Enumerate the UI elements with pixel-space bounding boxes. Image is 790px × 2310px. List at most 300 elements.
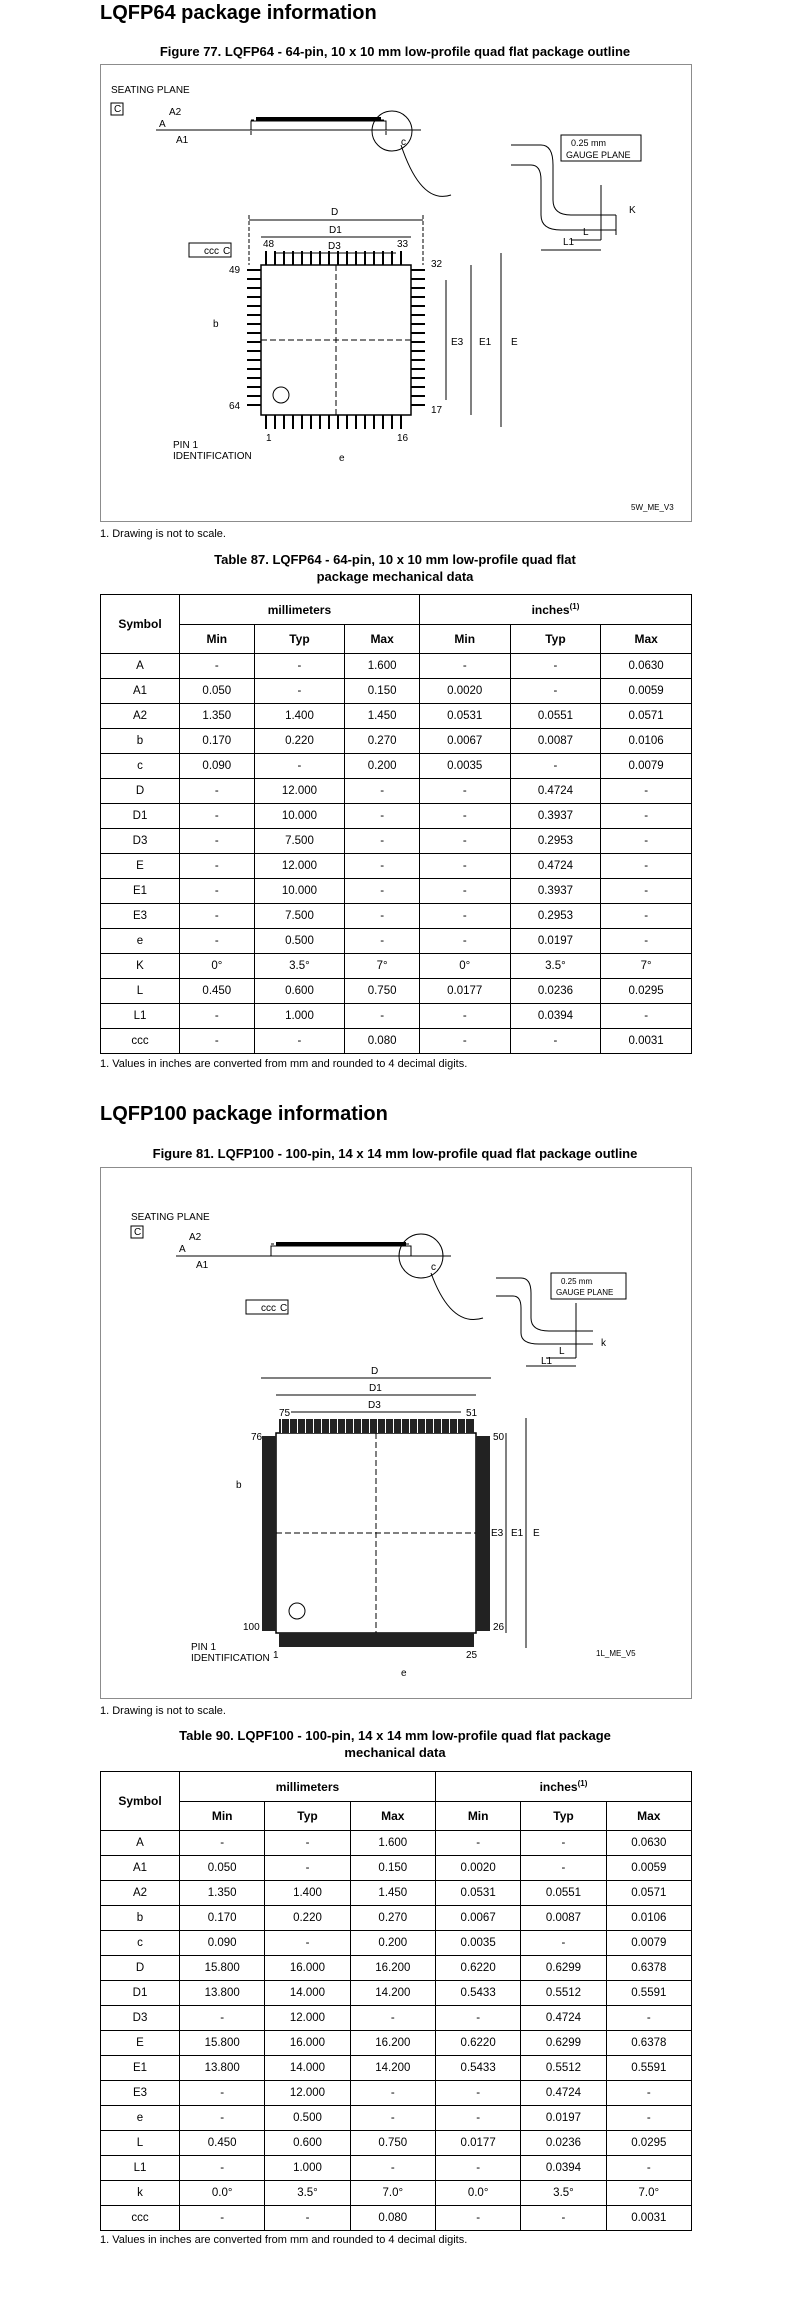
table-row bbox=[101, 879, 692, 904]
value-cell: 0.0031 bbox=[606, 2206, 691, 2231]
symbol-cell: b bbox=[101, 729, 180, 754]
value-cell: - bbox=[265, 1831, 350, 1856]
value-cell: 0.0020 bbox=[419, 679, 510, 704]
value-cell: 0.0236 bbox=[510, 979, 601, 1004]
dim-l1-label-2: L1 bbox=[541, 1356, 553, 1367]
value-cell: - bbox=[350, 2106, 435, 2131]
value-cell: 0° bbox=[419, 954, 510, 979]
table-row bbox=[101, 2131, 692, 2156]
value-cell: 0.200 bbox=[350, 1931, 435, 1956]
value-cell: 12.000 bbox=[265, 2081, 350, 2106]
value-cell: 0.5512 bbox=[521, 1981, 606, 2006]
value-cell: - bbox=[419, 654, 510, 679]
header-mm-min-2: Min bbox=[180, 1802, 265, 1831]
dim-l-label-2: L bbox=[559, 1346, 565, 1357]
table-row bbox=[101, 2106, 692, 2131]
value-cell: - bbox=[345, 1004, 420, 1029]
value-cell: - bbox=[606, 2006, 691, 2031]
value-cell: 0.2953 bbox=[510, 829, 601, 854]
seating-c-box-2: C bbox=[134, 1227, 142, 1238]
symbol-cell: A bbox=[101, 1831, 180, 1856]
value-cell: - bbox=[601, 829, 692, 854]
value-cell: 1.400 bbox=[254, 704, 345, 729]
table-90-title-line2: mechanical data bbox=[344, 1745, 446, 1760]
table-row bbox=[101, 1029, 692, 1054]
value-cell: 0.6299 bbox=[521, 2031, 606, 2056]
value-cell: 0.5591 bbox=[606, 2056, 691, 2081]
value-cell: - bbox=[180, 2156, 265, 2181]
value-cell: - bbox=[350, 2006, 435, 2031]
pin-33-label: 33 bbox=[397, 239, 409, 250]
value-cell: 0.750 bbox=[345, 979, 420, 1004]
symbol-cell: L bbox=[101, 2131, 180, 2156]
drawing-ref-code-2: 1L_ME_V5 bbox=[596, 1649, 636, 1658]
table-87-note: 1. Values in inches are converted from mm and rounded to 4 decimal digits. bbox=[100, 1058, 468, 1070]
dim-b-label: b bbox=[213, 319, 219, 330]
value-cell: 0.450 bbox=[180, 979, 255, 1004]
value-cell: 15.800 bbox=[180, 1956, 265, 1981]
symbol-cell: A bbox=[101, 654, 180, 679]
symbol-cell: D1 bbox=[101, 1981, 180, 2006]
value-cell: 0.3937 bbox=[510, 879, 601, 904]
table-row bbox=[101, 2181, 692, 2206]
pin-64-label: 64 bbox=[229, 401, 241, 412]
table-87-title-line1: Table 87. LQFP64 - 64-pin, 10 x 10 mm low-profile quad flat bbox=[214, 552, 576, 567]
value-cell: 0.0059 bbox=[606, 1856, 691, 1881]
value-cell: - bbox=[254, 679, 345, 704]
table-row bbox=[101, 1931, 692, 1956]
header-mm-min: Min bbox=[180, 625, 255, 654]
value-cell: - bbox=[180, 829, 255, 854]
symbol-cell: e bbox=[101, 929, 180, 954]
value-cell: 0.0° bbox=[180, 2181, 265, 2206]
symbol-cell: A1 bbox=[101, 1856, 180, 1881]
pin-17-label: 17 bbox=[431, 405, 443, 416]
pin-1-label: 1 bbox=[266, 433, 272, 444]
value-cell: - bbox=[419, 854, 510, 879]
dim-d3-label-2: D3 bbox=[368, 1400, 381, 1411]
table-row bbox=[101, 904, 692, 929]
value-cell: 0.750 bbox=[350, 2131, 435, 2156]
dim-e-pitch-label-2: e bbox=[401, 1668, 407, 1679]
section-title-lqfp64: LQFP64 package information bbox=[100, 2, 377, 24]
value-cell: - bbox=[601, 1004, 692, 1029]
symbol-cell: A1 bbox=[101, 679, 180, 704]
table-row bbox=[101, 654, 692, 679]
dim-e3-label-2: E3 bbox=[491, 1528, 504, 1539]
value-cell: 3.5° bbox=[510, 954, 601, 979]
symbol-cell: c bbox=[101, 754, 180, 779]
value-cell: - bbox=[521, 2206, 606, 2231]
value-cell: - bbox=[345, 904, 420, 929]
value-cell: 7.500 bbox=[254, 829, 345, 854]
value-cell: 0.500 bbox=[265, 2106, 350, 2131]
dim-e-label-2: E bbox=[533, 1528, 540, 1539]
value-cell: 0.0106 bbox=[606, 1906, 691, 1931]
value-cell: 0.0571 bbox=[601, 704, 692, 729]
dim-d1-label-2: D1 bbox=[369, 1383, 382, 1394]
value-cell: - bbox=[510, 1029, 601, 1054]
value-cell: 0.0630 bbox=[601, 654, 692, 679]
pin1-id-line2: IDENTIFICATION bbox=[173, 451, 252, 462]
value-cell: 0.080 bbox=[350, 2206, 435, 2231]
pin-32-label: 32 bbox=[431, 259, 443, 270]
value-cell: - bbox=[180, 904, 255, 929]
header-inches-footnote: (1) bbox=[569, 602, 580, 611]
value-cell: 15.800 bbox=[180, 2031, 265, 2056]
value-cell: 3.5° bbox=[521, 2181, 606, 2206]
value-cell: 0.0° bbox=[435, 2181, 520, 2206]
symbol-cell: c bbox=[101, 1931, 180, 1956]
table-row bbox=[101, 1956, 692, 1981]
value-cell: 7° bbox=[345, 954, 420, 979]
value-cell: - bbox=[419, 829, 510, 854]
value-cell: 0.600 bbox=[265, 2131, 350, 2156]
value-cell: - bbox=[180, 1029, 255, 1054]
value-cell: 14.000 bbox=[265, 2056, 350, 2081]
value-cell: 0.4724 bbox=[510, 854, 601, 879]
table-row bbox=[101, 854, 692, 879]
header-mm-max: Max bbox=[345, 625, 420, 654]
dim-a-label: A bbox=[159, 119, 166, 130]
value-cell: - bbox=[180, 2106, 265, 2131]
value-cell: - bbox=[601, 854, 692, 879]
header-inches-label-2: inches bbox=[539, 1780, 578, 1794]
value-cell: 0.270 bbox=[345, 729, 420, 754]
value-cell: 13.800 bbox=[180, 2056, 265, 2081]
value-cell: - bbox=[606, 2106, 691, 2131]
value-cell: - bbox=[435, 2006, 520, 2031]
value-cell: - bbox=[601, 929, 692, 954]
dim-a2-label-2: A2 bbox=[189, 1232, 202, 1243]
value-cell: - bbox=[601, 879, 692, 904]
value-cell: 0.0394 bbox=[510, 1004, 601, 1029]
value-cell: 0.0087 bbox=[510, 729, 601, 754]
table-87-body bbox=[101, 654, 692, 1054]
value-cell: - bbox=[606, 2156, 691, 2181]
value-cell: - bbox=[510, 679, 601, 704]
header-mm-typ: Typ bbox=[254, 625, 345, 654]
value-cell: 0.090 bbox=[180, 754, 255, 779]
dim-d-label: D bbox=[331, 207, 339, 218]
symbol-cell: D1 bbox=[101, 804, 180, 829]
value-cell: 0.0177 bbox=[435, 2131, 520, 2156]
value-cell: - bbox=[419, 904, 510, 929]
value-cell: 3.5° bbox=[254, 954, 345, 979]
value-cell: - bbox=[180, 854, 255, 879]
value-cell: - bbox=[521, 1931, 606, 1956]
pin-75-label: 75 bbox=[279, 1408, 291, 1419]
symbol-cell: A2 bbox=[101, 704, 180, 729]
value-cell: 0.0531 bbox=[435, 1881, 520, 1906]
value-cell: 1.600 bbox=[345, 654, 420, 679]
pin-50-label: 50 bbox=[493, 1432, 505, 1443]
value-cell: 0.4724 bbox=[510, 779, 601, 804]
table-row bbox=[101, 1004, 692, 1029]
header-in-min-2: Min bbox=[435, 1802, 520, 1831]
value-cell: 0.0197 bbox=[521, 2106, 606, 2131]
value-cell: 16.200 bbox=[350, 1956, 435, 1981]
figure-81-note: 1. Drawing is not to scale. bbox=[100, 1705, 226, 1717]
value-cell: - bbox=[435, 2156, 520, 2181]
lqfp64-outline-drawing bbox=[101, 65, 691, 521]
value-cell: 0.0059 bbox=[601, 679, 692, 704]
dim-c-label-2: c bbox=[431, 1262, 436, 1273]
ccc-label: ccc bbox=[204, 246, 219, 257]
value-cell: - bbox=[265, 2206, 350, 2231]
seating-plane-label-2: SEATING PLANE bbox=[131, 1212, 210, 1223]
symbol-cell: ccc bbox=[101, 1029, 180, 1054]
table-90-title-line1: Table 90. LQPF100 - 100-pin, 14 x 14 mm low-profile quad flat package bbox=[179, 1728, 611, 1743]
value-cell: 13.800 bbox=[180, 1981, 265, 2006]
value-cell: - bbox=[419, 929, 510, 954]
value-cell: 12.000 bbox=[265, 2006, 350, 2031]
value-cell: 0.3937 bbox=[510, 804, 601, 829]
pin-25-label: 25 bbox=[466, 1650, 478, 1661]
header-in-max: Max bbox=[601, 625, 692, 654]
value-cell: 0.0067 bbox=[419, 729, 510, 754]
table-87-title-line2: package mechanical data bbox=[316, 569, 474, 584]
value-cell: 0.0551 bbox=[521, 1881, 606, 1906]
value-cell: 0.500 bbox=[254, 929, 345, 954]
header-inches-label: inches bbox=[531, 603, 570, 617]
value-cell: 0.0035 bbox=[435, 1931, 520, 1956]
symbol-cell: D3 bbox=[101, 829, 180, 854]
value-cell: - bbox=[180, 804, 255, 829]
value-cell: - bbox=[601, 804, 692, 829]
table-row bbox=[101, 2006, 692, 2031]
table-row bbox=[101, 704, 692, 729]
header-in-max-2: Max bbox=[606, 1802, 691, 1831]
table-row bbox=[101, 2031, 692, 2056]
table-90 bbox=[100, 1771, 692, 2231]
seating-plane-label: SEATING PLANE bbox=[111, 85, 190, 96]
value-cell: 12.000 bbox=[254, 779, 345, 804]
ccc-label-2: ccc bbox=[261, 1303, 276, 1314]
value-cell: 0.0079 bbox=[601, 754, 692, 779]
symbol-cell: E1 bbox=[101, 2056, 180, 2081]
drawing-ref-code: 5W_ME_V3 bbox=[631, 503, 674, 512]
pin-16-label: 16 bbox=[397, 433, 409, 444]
value-cell: - bbox=[350, 2156, 435, 2181]
value-cell: - bbox=[265, 1856, 350, 1881]
value-cell: - bbox=[419, 1029, 510, 1054]
figure-77-note: 1. Drawing is not to scale. bbox=[100, 528, 226, 540]
value-cell: 1.000 bbox=[254, 1004, 345, 1029]
pin-76-label: 76 bbox=[251, 1432, 263, 1443]
symbol-cell: E1 bbox=[101, 879, 180, 904]
dim-b-label-2: b bbox=[236, 1480, 242, 1491]
symbol-cell: k bbox=[101, 2181, 180, 2206]
symbol-cell: ccc bbox=[101, 2206, 180, 2231]
value-cell: 1.400 bbox=[265, 1881, 350, 1906]
gauge-value: 0.25 mm bbox=[571, 138, 607, 148]
header-inches bbox=[419, 595, 691, 625]
value-cell: 0.270 bbox=[350, 1906, 435, 1931]
value-cell: - bbox=[180, 1831, 265, 1856]
symbol-cell: e bbox=[101, 2106, 180, 2131]
value-cell: 0.0067 bbox=[435, 1906, 520, 1931]
header-millimeters: millimeters bbox=[180, 595, 420, 625]
seating-c-box: C bbox=[114, 104, 122, 115]
value-cell: 7.0° bbox=[350, 2181, 435, 2206]
value-cell: - bbox=[435, 1831, 520, 1856]
value-cell: 1.000 bbox=[265, 2156, 350, 2181]
value-cell: 10.000 bbox=[254, 879, 345, 904]
header-mm-max-2: Max bbox=[350, 1802, 435, 1831]
value-cell: 0.050 bbox=[180, 1856, 265, 1881]
value-cell: - bbox=[345, 929, 420, 954]
value-cell: 1.350 bbox=[180, 704, 255, 729]
value-cell: - bbox=[435, 2081, 520, 2106]
symbol-cell: K bbox=[101, 954, 180, 979]
table-90-note: 1. Values in inches are converted from mm and rounded to 4 decimal digits. bbox=[100, 2234, 468, 2246]
gauge-plane-label-2: GAUGE PLANE bbox=[556, 1288, 614, 1297]
figure-81-drawing bbox=[100, 1167, 692, 1699]
pin-48-label: 48 bbox=[263, 239, 275, 250]
value-cell: - bbox=[606, 2081, 691, 2106]
table-row bbox=[101, 2081, 692, 2106]
header-symbol: Symbol bbox=[101, 595, 180, 654]
dim-l-label: L bbox=[583, 227, 589, 238]
value-cell: 0.0031 bbox=[601, 1029, 692, 1054]
table-row bbox=[101, 2206, 692, 2231]
dim-d-label-2: D bbox=[371, 1366, 379, 1377]
header-millimeters-2: millimeters bbox=[180, 1772, 436, 1802]
dim-k-label: K bbox=[629, 205, 636, 216]
value-cell: 0.200 bbox=[345, 754, 420, 779]
value-cell: 1.450 bbox=[345, 704, 420, 729]
value-cell: - bbox=[180, 779, 255, 804]
value-cell: 0.170 bbox=[180, 1906, 265, 1931]
value-cell: - bbox=[180, 2006, 265, 2031]
header-mm-typ-2: Typ bbox=[265, 1802, 350, 1831]
value-cell: 7.500 bbox=[254, 904, 345, 929]
value-cell: 0.6299 bbox=[521, 1956, 606, 1981]
section-title-lqfp100: LQFP100 package information bbox=[100, 1103, 388, 1125]
gauge-value-2: 0.25 mm bbox=[561, 1277, 593, 1286]
value-cell: 3.5° bbox=[265, 2181, 350, 2206]
value-cell: 0.6220 bbox=[435, 1956, 520, 1981]
pin-26-label: 26 bbox=[493, 1622, 505, 1633]
value-cell: 14.200 bbox=[350, 2056, 435, 2081]
table-row bbox=[101, 1906, 692, 1931]
value-cell: - bbox=[180, 929, 255, 954]
dim-e3-label: E3 bbox=[451, 337, 464, 348]
value-cell: 1.450 bbox=[350, 1881, 435, 1906]
symbol-cell: E bbox=[101, 854, 180, 879]
header-in-min: Min bbox=[419, 625, 510, 654]
value-cell: 0.5512 bbox=[521, 2056, 606, 2081]
pin1-id-line1-2: PIN 1 bbox=[191, 1642, 217, 1653]
table-row bbox=[101, 779, 692, 804]
value-cell: 0.0394 bbox=[521, 2156, 606, 2181]
value-cell: 7.0° bbox=[606, 2181, 691, 2206]
dim-e1-label: E1 bbox=[479, 337, 492, 348]
symbol-cell: E bbox=[101, 2031, 180, 2056]
table-row bbox=[101, 754, 692, 779]
dim-a2-label: A2 bbox=[169, 107, 182, 118]
value-cell: - bbox=[254, 754, 345, 779]
symbol-cell: b bbox=[101, 1906, 180, 1931]
ccc-c-label-2: C bbox=[280, 1303, 288, 1314]
value-cell: 0.220 bbox=[254, 729, 345, 754]
symbol-cell: E3 bbox=[101, 2081, 180, 2106]
pin-51-label: 51 bbox=[466, 1408, 478, 1419]
value-cell: - bbox=[345, 829, 420, 854]
value-cell: 0.0035 bbox=[419, 754, 510, 779]
value-cell: - bbox=[521, 1831, 606, 1856]
symbol-cell: A2 bbox=[101, 1881, 180, 1906]
value-cell: 0.0551 bbox=[510, 704, 601, 729]
value-cell: - bbox=[510, 654, 601, 679]
value-cell: 0.050 bbox=[180, 679, 255, 704]
table-87-title bbox=[100, 551, 690, 585]
table-row bbox=[101, 1856, 692, 1881]
value-cell: 0.0295 bbox=[601, 979, 692, 1004]
dim-d1-label: D1 bbox=[329, 225, 342, 236]
header-in-typ: Typ bbox=[510, 625, 601, 654]
lqfp100-outline-drawing bbox=[101, 1168, 691, 1698]
symbol-cell: L1 bbox=[101, 2156, 180, 2181]
value-cell: - bbox=[419, 779, 510, 804]
dim-a-label-2: A bbox=[179, 1244, 186, 1255]
value-cell: - bbox=[601, 904, 692, 929]
value-cell: - bbox=[419, 879, 510, 904]
value-cell: 14.200 bbox=[350, 1981, 435, 2006]
value-cell: 0.0087 bbox=[521, 1906, 606, 1931]
value-cell: - bbox=[180, 2206, 265, 2231]
value-cell: 7° bbox=[601, 954, 692, 979]
value-cell: 0° bbox=[180, 954, 255, 979]
pin-1-label-2: 1 bbox=[273, 1650, 279, 1661]
value-cell: 16.000 bbox=[265, 2031, 350, 2056]
table-row bbox=[101, 2056, 692, 2081]
value-cell: - bbox=[180, 2081, 265, 2106]
value-cell: - bbox=[345, 854, 420, 879]
value-cell: 0.080 bbox=[345, 1029, 420, 1054]
table-87 bbox=[100, 594, 692, 1054]
dim-a1-label-2: A1 bbox=[196, 1260, 209, 1271]
value-cell: - bbox=[180, 879, 255, 904]
value-cell: 14.000 bbox=[265, 1981, 350, 2006]
symbol-cell: D3 bbox=[101, 2006, 180, 2031]
value-cell: 0.0295 bbox=[606, 2131, 691, 2156]
value-cell: 0.0106 bbox=[601, 729, 692, 754]
symbol-cell: D bbox=[101, 779, 180, 804]
table-row bbox=[101, 1981, 692, 2006]
value-cell: 16.200 bbox=[350, 2031, 435, 2056]
table-90-title bbox=[100, 1727, 690, 1761]
value-cell: - bbox=[521, 1856, 606, 1881]
dim-d3-label: D3 bbox=[328, 241, 341, 252]
value-cell: - bbox=[254, 1029, 345, 1054]
value-cell: 12.000 bbox=[254, 854, 345, 879]
value-cell: - bbox=[350, 2081, 435, 2106]
dim-e-pitch-label: e bbox=[339, 453, 345, 464]
pin-100-label: 100 bbox=[243, 1622, 260, 1633]
table-row bbox=[101, 829, 692, 854]
value-cell: 0.0630 bbox=[606, 1831, 691, 1856]
value-cell: 0.5433 bbox=[435, 1981, 520, 2006]
value-cell: - bbox=[345, 879, 420, 904]
pin-49-label: 49 bbox=[229, 265, 241, 276]
value-cell: 0.0177 bbox=[419, 979, 510, 1004]
value-cell: 0.220 bbox=[265, 1906, 350, 1931]
value-cell: - bbox=[345, 779, 420, 804]
table-row bbox=[101, 979, 692, 1004]
header-inches-2 bbox=[435, 1772, 691, 1802]
